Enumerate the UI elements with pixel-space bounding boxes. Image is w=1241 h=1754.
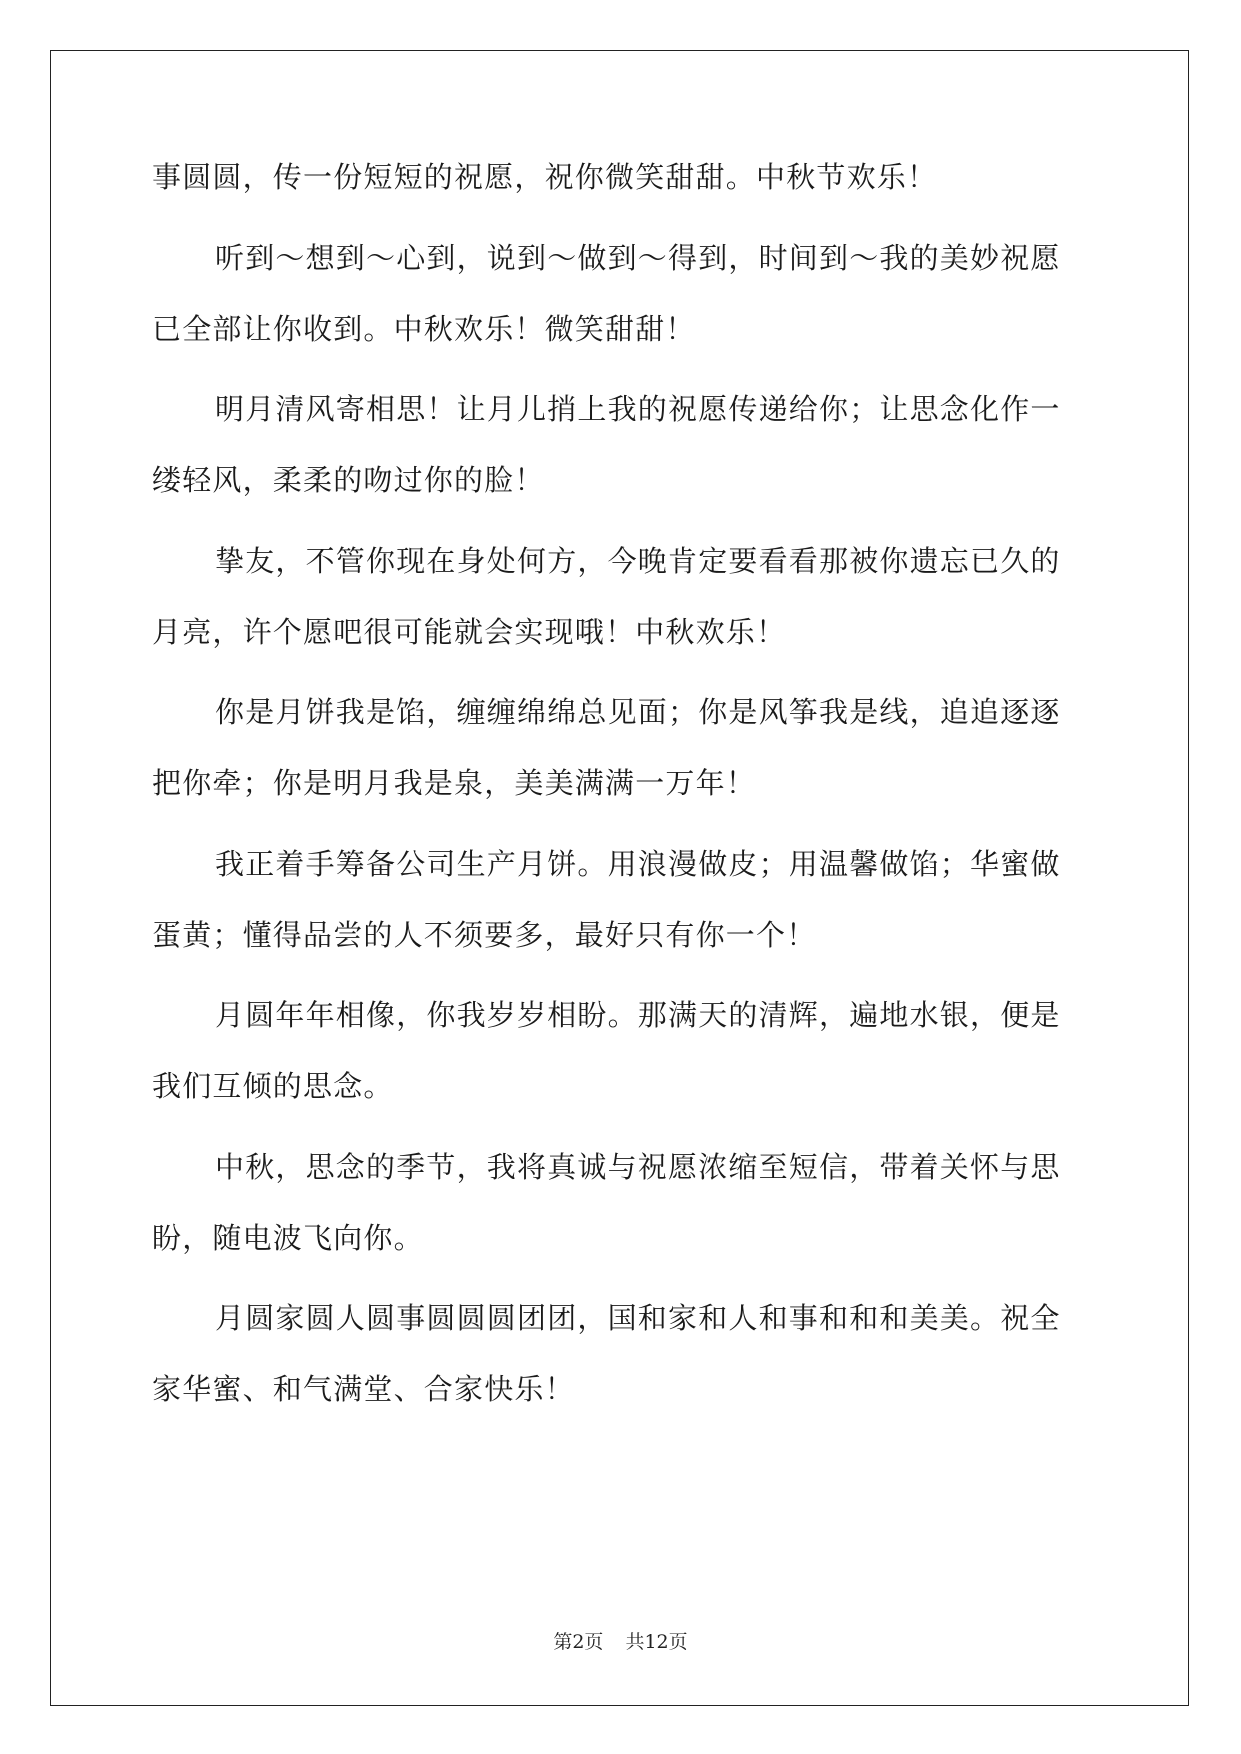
text-line: 盼，随电波飞向你。 xyxy=(152,1221,424,1255)
page-number: 第2页 xyxy=(553,1631,604,1653)
paragraph-first-line: 明月清风寄相思！让月儿捎上我的祝愿传递给你；让思念化作一 xyxy=(215,392,1061,426)
text-line: 已全部让你收到。中秋欢乐！微笑甜甜！ xyxy=(152,312,696,346)
text-line: 家华蜜、和气满堂、合家快乐！ xyxy=(152,1372,575,1406)
text-line: 把你牵；你是明月我是泉，美美满满一万年！ xyxy=(152,766,757,800)
paragraph-first-line: 你是月饼我是馅，缠缠绵绵总见面；你是风筝我是线，追追逐逐 xyxy=(215,695,1061,729)
paragraph-first-line: 我正着手筹备公司生产月饼。用浪漫做皮；用温馨做馅；华蜜做 xyxy=(215,847,1061,881)
text-line: 事圆圆，传一份短短的祝愿，祝你微笑甜甜。中秋节欢乐！ xyxy=(152,160,938,194)
paragraph-first-line: 听到～想到～心到，说到～做到～得到，时间到～我的美妙祝愿 xyxy=(215,241,1061,275)
paragraph-first-line: 中秋，思念的季节，我将真诚与祝愿浓缩至短信，带着关怀与思 xyxy=(215,1150,1061,1184)
paragraph-first-line: 月圆年年相像，你我岁岁相盼。那满天的清辉，遍地水银，便是 xyxy=(215,998,1061,1032)
paragraph-first-line: 月圆家圆人圆事圆圆圆团团，国和家和人和事和和和美美。祝全 xyxy=(215,1301,1061,1335)
page-footer xyxy=(0,1630,1241,1654)
text-line: 蛋黄；懂得品尝的人不须要多，最好只有你一个！ xyxy=(152,918,817,952)
text-line: 我们互倾的思念。 xyxy=(152,1069,394,1103)
text-line: 月亮，许个愿吧很可能就会实现哦！中秋欢乐！ xyxy=(152,615,787,649)
text-line: 缕轻风，柔柔的吻过你的脸！ xyxy=(152,463,545,497)
page-total: 共12页 xyxy=(625,1631,688,1653)
paragraph-first-line: 挚友，不管你现在身处何方，今晚肯定要看看那被你遗忘已久的 xyxy=(215,544,1061,578)
